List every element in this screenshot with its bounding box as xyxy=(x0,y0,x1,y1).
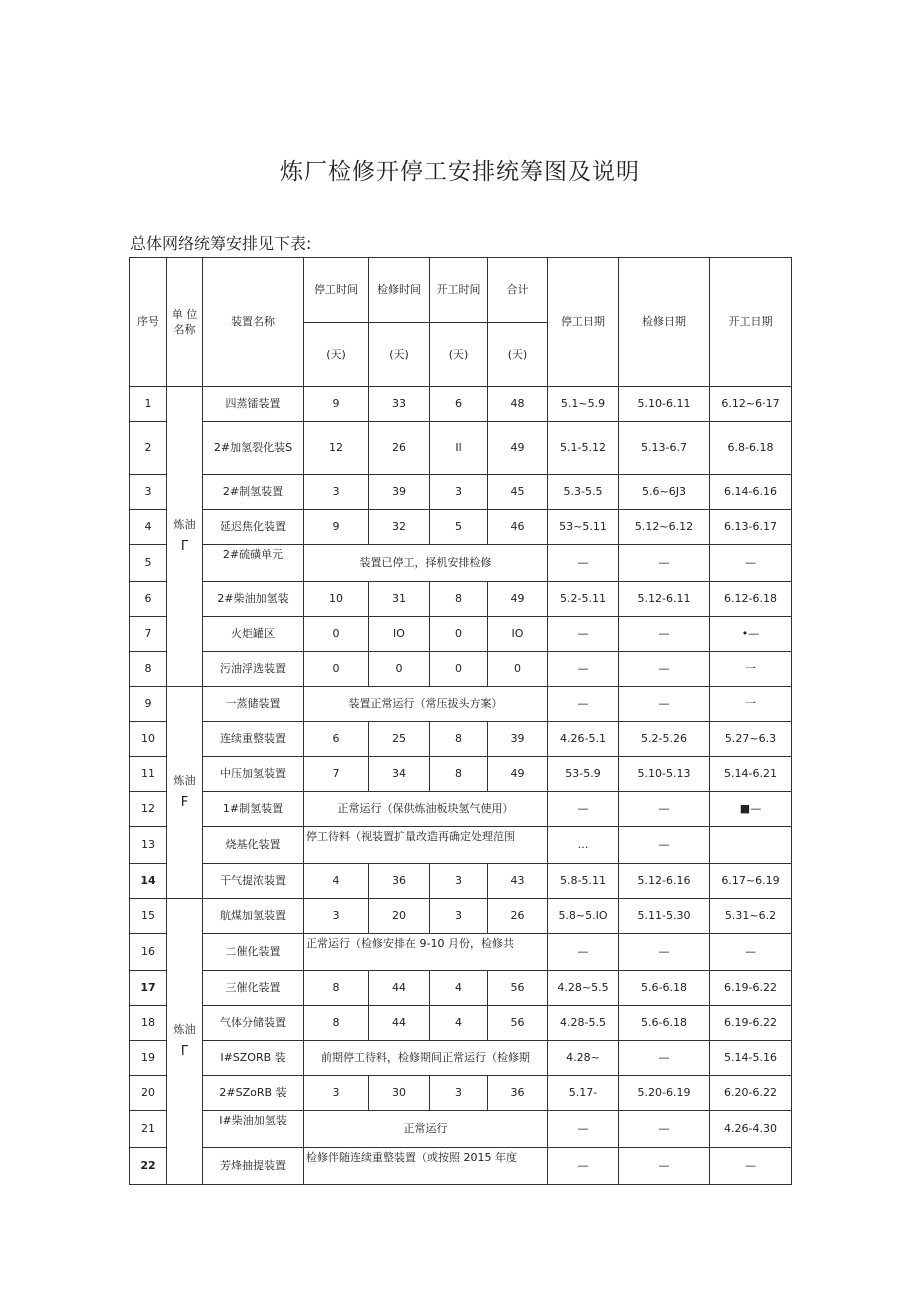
device-name: 延迟焦化装置 xyxy=(203,510,304,545)
stop-days: 10 xyxy=(304,582,369,617)
header-day-unit: (天) xyxy=(430,323,488,387)
repair-date: 5.6-6.18 xyxy=(619,971,710,1006)
status-note: 正常运行 xyxy=(304,1111,548,1148)
unit-name: 炼油 xyxy=(173,517,196,531)
start-days: 3 xyxy=(430,1076,488,1111)
device-name: 1#制氢装置 xyxy=(203,792,304,827)
repair-days: 44 xyxy=(369,1006,430,1041)
repair-date: — xyxy=(619,617,710,652)
device-name: 干气提浓装置 xyxy=(203,864,304,899)
repair-date: 5.20-6.19 xyxy=(619,1076,710,1111)
seq-cell: 19 xyxy=(130,1041,167,1076)
repair-date: 5.13-6.7 xyxy=(619,422,710,475)
repair-date: 5.12-6.16 xyxy=(619,864,710,899)
repair-date: 5.12-6.11 xyxy=(619,582,710,617)
stop-date: — xyxy=(548,1111,619,1148)
seq-cell: 7 xyxy=(130,617,167,652)
device-name: 2#柴油加氢装 xyxy=(203,582,304,617)
total-days: 0 xyxy=(488,652,548,687)
start-date: 5.27~6.3 xyxy=(710,722,792,757)
schedule-table xyxy=(129,257,792,1185)
total-days: 49 xyxy=(488,422,548,475)
seq-cell: 17 xyxy=(130,971,167,1006)
total-days: IO xyxy=(488,617,548,652)
start-date: 6.13-6.17 xyxy=(710,510,792,545)
table-row xyxy=(130,1041,792,1076)
stop-date: 4.28~ xyxy=(548,1041,619,1076)
seq-cell: 20 xyxy=(130,1076,167,1111)
stop-days: 0 xyxy=(304,652,369,687)
page-title: 炼厂检修开停工安排统筹图及说明 xyxy=(280,159,640,185)
status-note: 正常运行（检修安排在 9-10 月份，检修共 xyxy=(304,934,548,971)
table-row xyxy=(130,1111,792,1148)
table-row xyxy=(130,757,792,792)
total-days: 43 xyxy=(488,864,548,899)
start-days: 3 xyxy=(430,864,488,899)
device-name: 二催化装置 xyxy=(203,934,304,971)
start-days: Il xyxy=(430,422,488,475)
repair-date: 5.11-5.30 xyxy=(619,899,710,934)
repair-days: IO xyxy=(369,617,430,652)
device-name: I#柴油加氢装 xyxy=(203,1111,304,1148)
repair-days: 44 xyxy=(369,971,430,1006)
unit-mark: Γ xyxy=(180,1044,189,1060)
unit-mark: Γ xyxy=(180,539,189,555)
stop-date: 5.1~5.9 xyxy=(548,387,619,422)
repair-date: 5.6~6J3 xyxy=(619,475,710,510)
device-name: 气体分储装置 xyxy=(203,1006,304,1041)
stop-date: 4.26-5.1 xyxy=(548,722,619,757)
unit-cell xyxy=(167,687,203,899)
table-row xyxy=(130,687,792,722)
repair-date: 5.10-5.13 xyxy=(619,757,710,792)
total-days: 36 xyxy=(488,1076,548,1111)
stop-days: 4 xyxy=(304,864,369,899)
start-days: 0 xyxy=(430,652,488,687)
stop-days: 9 xyxy=(304,387,369,422)
device-name: 四蒸镭装置 xyxy=(203,387,304,422)
header-day-unit: (天) xyxy=(304,323,369,387)
table-header-row xyxy=(130,258,792,323)
table-row xyxy=(130,1148,792,1185)
start-date: 5.31~6.2 xyxy=(710,899,792,934)
repair-date: — xyxy=(619,827,710,864)
start-date: — xyxy=(710,934,792,971)
stop-date: … xyxy=(548,827,619,864)
start-date: 一 xyxy=(710,652,792,687)
status-note: 检修伴随连续重整装置（或按照 2015 年度 xyxy=(304,1148,548,1185)
table-row xyxy=(130,422,792,475)
unit-name: 炼油 xyxy=(173,1022,196,1036)
start-date xyxy=(710,827,792,864)
seq-cell: 5 xyxy=(130,545,167,582)
repair-date: — xyxy=(619,652,710,687)
start-days: 4 xyxy=(430,971,488,1006)
seq-cell: 16 xyxy=(130,934,167,971)
stop-date: — xyxy=(548,792,619,827)
header-stop-date: 停工日期 xyxy=(548,258,619,387)
header-start-time: 开工时间 xyxy=(430,258,488,323)
repair-date: — xyxy=(619,1111,710,1148)
repair-days: 39 xyxy=(369,475,430,510)
device-name: 中压加氢装置 xyxy=(203,757,304,792)
table-row xyxy=(130,899,792,934)
stop-days: 12 xyxy=(304,422,369,475)
seq-cell: 4 xyxy=(130,510,167,545)
repair-days: 0 xyxy=(369,652,430,687)
repair-days: 32 xyxy=(369,510,430,545)
seq-cell: 2 xyxy=(130,422,167,475)
stop-days: 6 xyxy=(304,722,369,757)
start-days: 8 xyxy=(430,582,488,617)
seq-cell: 11 xyxy=(130,757,167,792)
header-device: 装置名称 xyxy=(203,258,304,387)
repair-date: 5.2-5.26 xyxy=(619,722,710,757)
seq-cell: 6 xyxy=(130,582,167,617)
start-date: 5.14-6.21 xyxy=(710,757,792,792)
start-date: — xyxy=(710,545,792,582)
table-row xyxy=(130,1076,792,1111)
start-date: 6.8-6.18 xyxy=(710,422,792,475)
device-name: 一蒸储装置 xyxy=(203,687,304,722)
stop-date: 5.8-5.11 xyxy=(548,864,619,899)
stop-date: 5.17- xyxy=(548,1076,619,1111)
status-note: 装置已停工，择机安排检修 xyxy=(304,545,548,582)
start-days: 3 xyxy=(430,475,488,510)
stop-days: 3 xyxy=(304,1076,369,1111)
repair-date: 5.12~6.12 xyxy=(619,510,710,545)
device-name: 连续重整装置 xyxy=(203,722,304,757)
repair-date: 5.10-6.11 xyxy=(619,387,710,422)
device-name: 2#硫磺单元 xyxy=(203,545,304,582)
stop-date: 53~5.11 xyxy=(548,510,619,545)
stop-days: 3 xyxy=(304,899,369,934)
seq-cell: 13 xyxy=(130,827,167,864)
table-row xyxy=(130,582,792,617)
stop-days: 7 xyxy=(304,757,369,792)
device-name: I#SZORB 装 xyxy=(203,1041,304,1076)
header-total: 合计 xyxy=(488,258,548,323)
start-date: 6.20-6.22 xyxy=(710,1076,792,1111)
repair-days: 33 xyxy=(369,387,430,422)
start-date: 6.12-6.18 xyxy=(710,582,792,617)
repair-days: 36 xyxy=(369,864,430,899)
repair-days: 30 xyxy=(369,1076,430,1111)
repair-date: 5.6-6.18 xyxy=(619,1006,710,1041)
unit-mark: F xyxy=(180,795,189,811)
seq-cell: 10 xyxy=(130,722,167,757)
stop-date: 5.1-5.12 xyxy=(548,422,619,475)
device-name: 烧基化装置 xyxy=(203,827,304,864)
stop-date: — xyxy=(548,545,619,582)
total-days: 56 xyxy=(488,971,548,1006)
header-stop-time: 停工时间 xyxy=(304,258,369,323)
header-repair-time: 检修时间 xyxy=(369,258,430,323)
table-row xyxy=(130,864,792,899)
stop-date: 5.3-5.5 xyxy=(548,475,619,510)
header-seq: 序号 xyxy=(130,258,167,387)
table-row xyxy=(130,792,792,827)
stop-date: 4.28~5.5 xyxy=(548,971,619,1006)
start-days: 3 xyxy=(430,899,488,934)
repair-date: — xyxy=(619,687,710,722)
total-days: 49 xyxy=(488,582,548,617)
stop-date: 4.28-5.5 xyxy=(548,1006,619,1041)
stop-date: — xyxy=(548,1148,619,1185)
repair-date: — xyxy=(619,792,710,827)
start-date: 6.19-6.22 xyxy=(710,1006,792,1041)
stop-days: 9 xyxy=(304,510,369,545)
table-row xyxy=(130,652,792,687)
device-name: 火炬罐区 xyxy=(203,617,304,652)
status-note: 装置正常运行（常压拔头方案） xyxy=(304,687,548,722)
device-name: 航煤加氢装置 xyxy=(203,899,304,934)
stop-date: — xyxy=(548,617,619,652)
header-unit: 单 位名称 xyxy=(167,258,203,387)
device-name: 芳烽抽提装置 xyxy=(203,1148,304,1185)
stop-date: 5.2-5.11 xyxy=(548,582,619,617)
seq-cell: 21 xyxy=(130,1111,167,1148)
table-row xyxy=(130,722,792,757)
stop-date: — xyxy=(548,652,619,687)
seq-cell: 9 xyxy=(130,687,167,722)
stop-days: 8 xyxy=(304,971,369,1006)
repair-days: 31 xyxy=(369,582,430,617)
total-days: 46 xyxy=(488,510,548,545)
seq-cell: 12 xyxy=(130,792,167,827)
repair-days: 20 xyxy=(369,899,430,934)
status-note: 停工待料（视装置扩量改造再确定处理范围 xyxy=(304,827,548,864)
table-row xyxy=(130,475,792,510)
start-date: 6.17~6.19 xyxy=(710,864,792,899)
device-name: 2#加氢裂化装S xyxy=(203,422,304,475)
total-days: 39 xyxy=(488,722,548,757)
start-date: ■— xyxy=(710,792,792,827)
start-days: 6 xyxy=(430,387,488,422)
table-row xyxy=(130,617,792,652)
header-day-unit: (天) xyxy=(488,323,548,387)
repair-days: 26 xyxy=(369,422,430,475)
unit-cell xyxy=(167,387,203,687)
seq-cell: 14 xyxy=(130,864,167,899)
unit-name: 炼油 xyxy=(173,773,196,787)
start-days: 5 xyxy=(430,510,488,545)
seq-cell: 1 xyxy=(130,387,167,422)
header-repair-date: 检修日期 xyxy=(619,258,710,387)
repair-date: — xyxy=(619,1041,710,1076)
unit-cell xyxy=(167,899,203,1185)
seq-cell: 15 xyxy=(130,899,167,934)
table-row xyxy=(130,1006,792,1041)
start-date: — xyxy=(710,1148,792,1185)
repair-days: 34 xyxy=(369,757,430,792)
status-note: 正常运行（保供炼油板块氢气使用） xyxy=(304,792,548,827)
start-date: 6.12~6·17 xyxy=(710,387,792,422)
device-name: 2#制氢装置 xyxy=(203,475,304,510)
stop-date: — xyxy=(548,687,619,722)
start-days: 0 xyxy=(430,617,488,652)
seq-cell: 8 xyxy=(130,652,167,687)
start-date: 5.14-5.16 xyxy=(710,1041,792,1076)
start-date: 6.19-6.22 xyxy=(710,971,792,1006)
table-row xyxy=(130,971,792,1006)
device-name: 2#SZoRB 装 xyxy=(203,1076,304,1111)
stop-date: 53-5.9 xyxy=(548,757,619,792)
total-days: 45 xyxy=(488,475,548,510)
table-row xyxy=(130,827,792,864)
repair-date: — xyxy=(619,934,710,971)
repair-days: 25 xyxy=(369,722,430,757)
start-date: 4.26-4.30 xyxy=(710,1111,792,1148)
total-days: 26 xyxy=(488,899,548,934)
table-row xyxy=(130,934,792,971)
device-name: 污油浮选装置 xyxy=(203,652,304,687)
start-days: 8 xyxy=(430,722,488,757)
table-row xyxy=(130,545,792,582)
total-days: 48 xyxy=(488,387,548,422)
start-days: 8 xyxy=(430,757,488,792)
table-row xyxy=(130,387,792,422)
stop-days: 3 xyxy=(304,475,369,510)
start-days: 4 xyxy=(430,1006,488,1041)
start-date: 6.14-6.16 xyxy=(710,475,792,510)
header-day-unit: (天) xyxy=(369,323,430,387)
seq-cell: 18 xyxy=(130,1006,167,1041)
total-days: 56 xyxy=(488,1006,548,1041)
status-note: 前期停工待料，检修期间正常运行（检修期 xyxy=(304,1041,548,1076)
repair-date: — xyxy=(619,545,710,582)
header-start-date: 开工日期 xyxy=(710,258,792,387)
seq-cell: 3 xyxy=(130,475,167,510)
total-days: 49 xyxy=(488,757,548,792)
device-name: 三催化装置 xyxy=(203,971,304,1006)
stop-date: 5.8~5.IO xyxy=(548,899,619,934)
repair-date: — xyxy=(619,1148,710,1185)
start-date: •— xyxy=(710,617,792,652)
stop-days: 8 xyxy=(304,1006,369,1041)
table-intro: 总体网络统筹安排见下表: xyxy=(130,234,312,253)
stop-days: 0 xyxy=(304,617,369,652)
stop-date: — xyxy=(548,934,619,971)
start-date: 一 xyxy=(710,687,792,722)
table-row xyxy=(130,510,792,545)
seq-cell: 22 xyxy=(130,1148,167,1185)
